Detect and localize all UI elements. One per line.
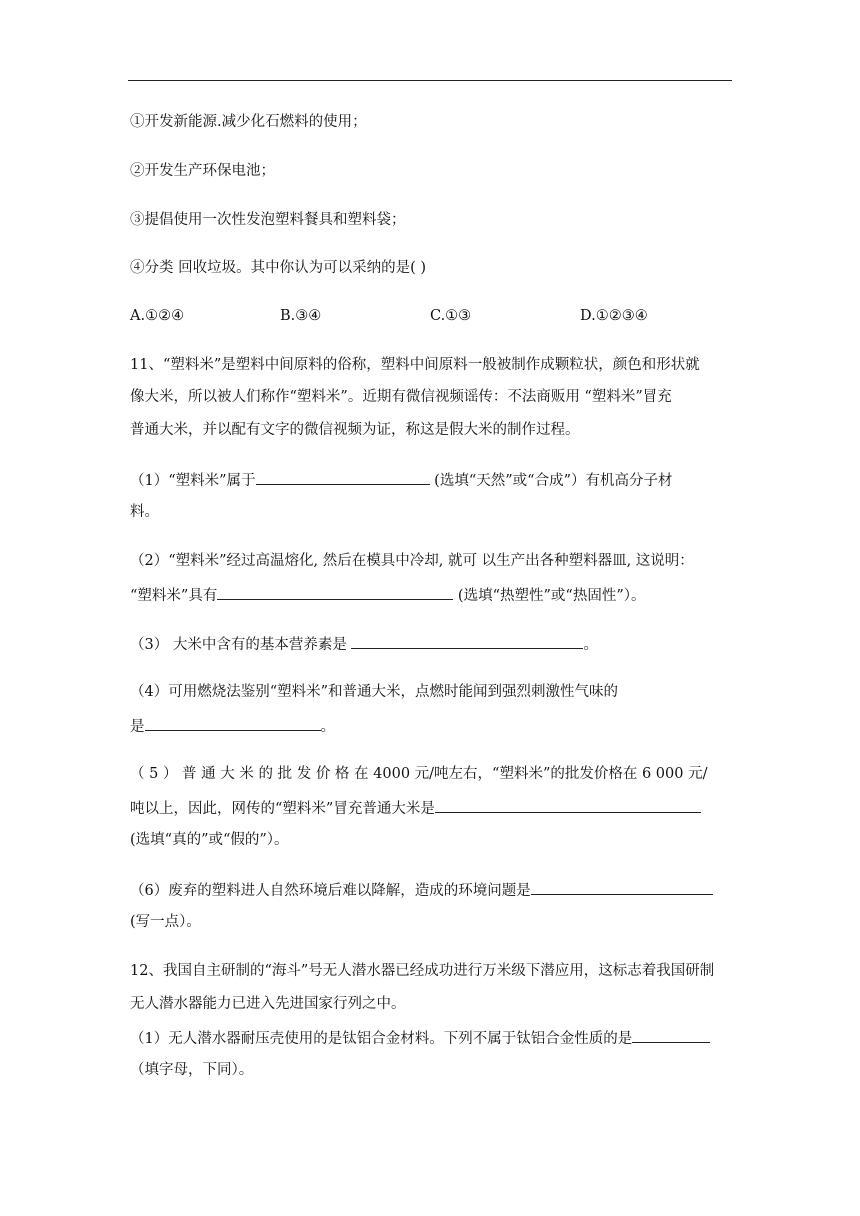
q11-part-1: （1）“塑料米”属于 (选填“天然”或“合成”）有机高分子材 [130, 469, 672, 491]
q11-part-2-cont: “塑料米”具有 (选填“热塑性”或“热固性”）。 [130, 584, 646, 606]
answer-blank[interactable] [217, 584, 453, 600]
q11-part-5-cont: 吨以上，因此，网传的“塑料米”冒充普通大米是 [130, 797, 701, 819]
q11-intro-line-2: 像大米，所以被人们称作“塑料米”。近期有微信视频谣传：不法商贩用 “塑料米”冒充 [130, 389, 672, 405]
q10-option-a: A.①②④ [130, 308, 185, 324]
q10-item-4: ④分类 回收垃圾。其中你认为可以采纳的是( ) [130, 260, 427, 276]
answer-blank[interactable] [145, 715, 321, 731]
q11-part-5: （ 5 ） 普 通 大 米 的 批 发 价 格 在 4000 元/吨左右，“塑料米”的批发价格在 6 000 元/ [130, 766, 708, 782]
q10-item-1: ①开发新能源.减少化石燃料的使用； [130, 114, 367, 130]
q11-part-4: （4）可用燃烧法鉴别“塑料米”和普通大米，点燃时能闻到强烈刺激性气味的 [130, 684, 619, 700]
q10-item-2: ②开发生产环保电池； [130, 163, 275, 179]
q11-part-5-end: (选填“真的”或“假的”）。 [130, 832, 289, 848]
q11-part-6-cont: (写一点）。 [130, 914, 201, 930]
q11-part-1-cont: 料。 [130, 504, 159, 520]
answer-blank[interactable] [256, 469, 430, 485]
q11-part-3: （3） 大米中含有的基本营养素是 。 [130, 633, 598, 655]
answer-blank[interactable] [632, 1027, 710, 1043]
q11-part-2: （2）“塑料米”经过高温熔化, 然后在模具中冷却, 就可 以生产出各种塑料器皿, 这说明： [130, 553, 694, 569]
q10-option-d: D.①②③④ [580, 308, 648, 324]
q10-option-b: B.③④ [280, 308, 322, 324]
q11-part-4-cont: 是 。 [130, 715, 335, 737]
q10-option-c: C.①③ [430, 308, 472, 324]
q11-intro-line-1: 11、“塑料米”是塑料中间原料的俗称，塑料中间原料一般被制作成颗粒状，颜色和形状就 [130, 357, 700, 373]
answer-blank[interactable] [435, 797, 701, 813]
q12-intro-line-1: 12、我国自主研制的“海斗”号无人潜水器已经成功进行万米级下潜应用，这标志着我国研制 [130, 963, 715, 979]
q12-intro-line-2: 无人潜水器能力已进入先进国家行列之中。 [130, 996, 406, 1012]
q12-part-1: （1）无人潜水器耐压壳使用的是钛铝合金材料。下列不属于钛铝合金性质的是 [130, 1027, 710, 1049]
q10-item-3: ③提倡使用一次性发泡塑料餐具和塑料袋； [130, 212, 406, 228]
q11-intro-line-3: 普通大米，并以配有文字的微信视频为证，称这是假大米的制作过程。 [130, 422, 580, 438]
q12-part-1-cont: （填字母，下同）。 [130, 1062, 254, 1078]
header-rule [128, 80, 732, 81]
answer-blank[interactable] [351, 633, 583, 649]
answer-blank[interactable] [531, 879, 713, 895]
q11-part-6: （6）废弃的塑料进人自然环境后难以降解，造成的环境问题是 [130, 879, 713, 901]
